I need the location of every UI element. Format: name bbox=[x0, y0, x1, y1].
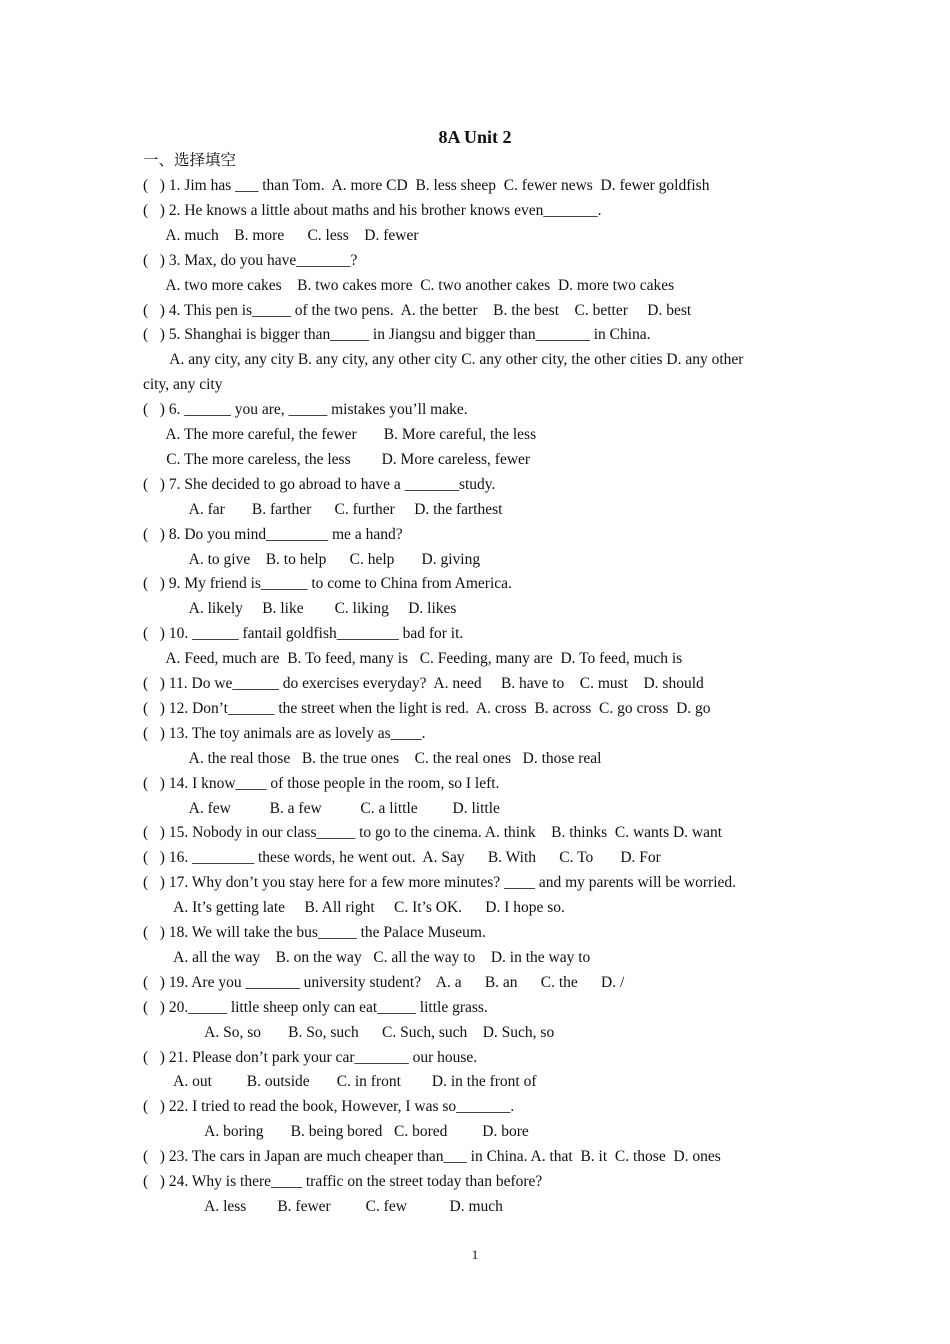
question-line: city, any city bbox=[143, 376, 223, 394]
question-line: ( ) 23. The cars in Japan are much cheaper than___ in China. A. that B. it C. those D. ones bbox=[143, 1148, 721, 1166]
question-line: A. all the way B. on the way C. all the way to D. in the way to bbox=[143, 948, 591, 966]
question-line: A. to give B. to help C. help D. giving bbox=[143, 550, 481, 568]
question-line: A. less B. fewer C. few D. much bbox=[143, 1197, 503, 1215]
question-line: A. likely B. like C. liking D. likes bbox=[143, 600, 457, 618]
question-line: A. few B. a few C. a little D. little bbox=[143, 799, 500, 817]
question-line: ( ) 15. Nobody in our class_____ to go to the cinema. A. think B. thinks C. wants D. want bbox=[143, 824, 723, 842]
question-line: A. out B. outside C. in front D. in the front of bbox=[143, 1073, 537, 1091]
question-line: ( ) 4. This pen is_____ of the two pens. A. the better B. the best C. better D. best bbox=[143, 301, 692, 319]
question-line: ( ) 19. Are you _______ university student? A. a B. an C. the D. / bbox=[143, 973, 625, 991]
question-line: ( ) 16. ________ these words, he went out. A. Say B. With C. To D. For bbox=[143, 849, 661, 867]
question-line: ( ) 1. Jim has ___ than Tom. A. more CD B. less sheep C. fewer news D. fewer goldfish bbox=[143, 177, 710, 194]
question-line: A. the real those B. the true ones C. the real ones D. those real bbox=[143, 749, 602, 767]
question-line: A. boring B. being bored C. bored D. bore bbox=[143, 1123, 529, 1141]
question-line: ( ) 12. Don’t______ the street when the light is red. A. cross B. across C. go cross D. go bbox=[143, 699, 711, 717]
question-line: A. The more careful, the fewer B. More careful, the less bbox=[143, 426, 537, 443]
question-line: ( ) 21. Please don’t park your car_______ our house. bbox=[143, 1048, 478, 1066]
page-number: 1 bbox=[471, 1247, 479, 1262]
question-line: A. much B. more C. less D. fewer bbox=[143, 226, 419, 244]
question-line: ( ) 6. ______ you are, _____ mistakes you’ll make. bbox=[143, 401, 468, 419]
question-line: ( ) 14. I know____ of those people in the room, so I left. bbox=[143, 774, 500, 792]
question-line: ( ) 10. ______ fantail goldfish________ bad for it. bbox=[143, 625, 464, 643]
question-line: A. two more cakes B. two cakes more C. two another cakes D. more two cakes bbox=[143, 276, 675, 294]
question-line: A. any city, any city B. any city, any other city C. any other city, the other cities D. any other bbox=[143, 351, 744, 369]
question-line: ( ) 7. She decided to go abroad to have a _______study. bbox=[143, 475, 496, 493]
question-line: A. far B. farther C. further D. the farthest bbox=[143, 500, 503, 518]
section-heading: 一、选择填空 bbox=[143, 151, 237, 169]
question-line: C. The more careless, the less D. More careless, fewer bbox=[143, 450, 531, 468]
question-line: A. Feed, much are B. To feed, many is C. Feeding, many are D. To feed, much is bbox=[143, 650, 683, 668]
question-line: ( ) 9. My friend is______ to come to China from America. bbox=[143, 575, 512, 593]
question-line: A. It’s getting late B. All right C. It’s OK. D. I hope so. bbox=[143, 899, 565, 917]
question-line: ( ) 3. Max, do you have_______? bbox=[143, 251, 358, 269]
question-line: A. So, so B. So, such C. Such, such D. Such, so bbox=[143, 1023, 555, 1041]
question-line: ( ) 24. Why is there____ traffic on the street today than before? bbox=[143, 1173, 543, 1190]
document-title: 8A Unit 2 bbox=[438, 127, 512, 147]
question-line: ( ) 22. I tried to read the book, However, I was so_______. bbox=[143, 1098, 515, 1116]
question-line: ( ) 11. Do we______ do exercises everyday? A. need B. have to C. must D. should bbox=[143, 675, 704, 692]
question-line: ( ) 18. We will take the bus_____ the Palace Museum. bbox=[143, 924, 486, 941]
question-line: ( ) 8. Do you mind________ me a hand? bbox=[143, 525, 403, 543]
question-line: ( ) 5. Shanghai is bigger than_____ in Jiangsu and bigger than_______ in China. bbox=[143, 326, 651, 344]
question-line: ( ) 17. Why don’t you stay here for a few more minutes? ____ and my parents will be worried. bbox=[143, 874, 737, 892]
question-line: ( ) 2. He knows a little about maths and his brother knows even_______. bbox=[143, 201, 602, 219]
question-line: ( ) 20._____ little sheep only can eat_____ little grass. bbox=[143, 998, 488, 1016]
question-line: ( ) 13. The toy animals are as lovely as____. bbox=[143, 724, 426, 742]
